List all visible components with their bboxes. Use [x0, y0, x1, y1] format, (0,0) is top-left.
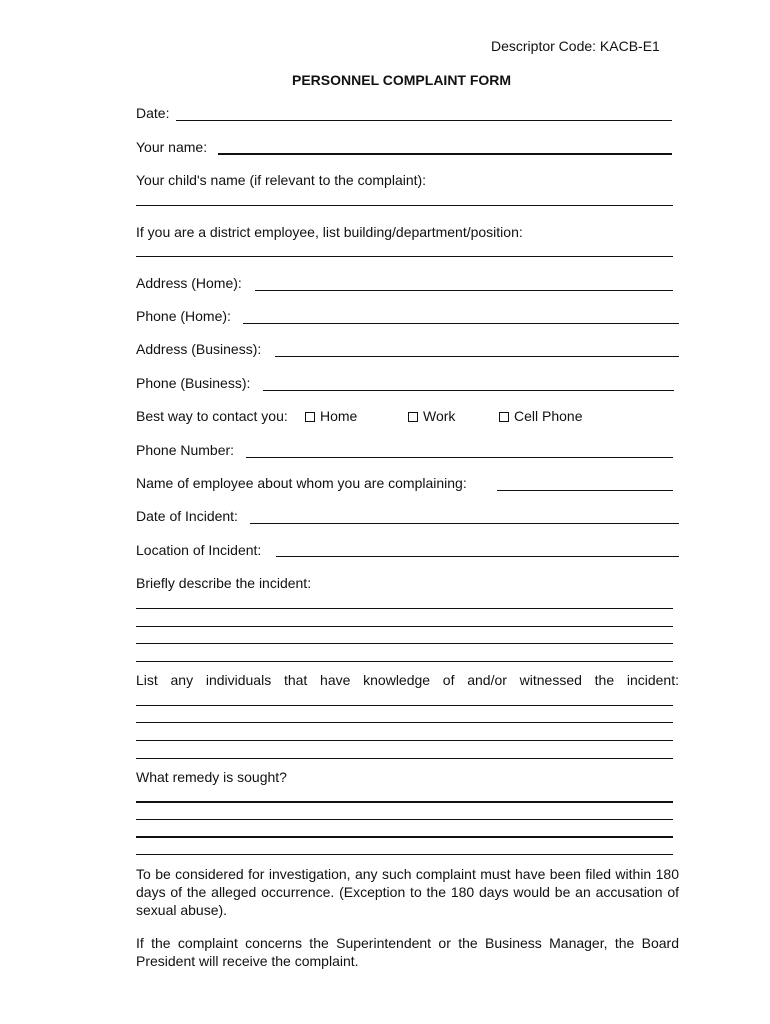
remedy-line-2[interactable]: [136, 819, 673, 820]
phone-number-line[interactable]: [246, 457, 673, 458]
phone-business-line[interactable]: [263, 390, 674, 391]
address-home-line[interactable]: [255, 290, 673, 291]
contact-option-home[interactable]: Home: [305, 408, 357, 424]
remedy-line-4[interactable]: [136, 854, 673, 855]
address-home-label: Address (Home):: [136, 275, 242, 291]
phone-home-label: Phone (Home):: [136, 308, 231, 324]
witness-line-4[interactable]: [136, 758, 673, 759]
best-way-label: Best way to contact you:: [136, 408, 288, 424]
checkbox-cell-phone[interactable]: [499, 412, 509, 422]
date-label: Date:: [136, 105, 170, 121]
contact-option-cell-phone[interactable]: Cell Phone: [499, 408, 583, 424]
date-incident-line[interactable]: [250, 523, 679, 524]
describe-line-1[interactable]: [136, 608, 673, 609]
district-employee-label: If you are a district employee, list building/department/position:: [136, 224, 523, 240]
describe-line-3[interactable]: [136, 643, 673, 644]
checkbox-work[interactable]: [408, 412, 418, 422]
checkbox-home[interactable]: [305, 412, 315, 422]
superintendent-note: If the complaint concerns the Superintendent or the Business Manager, the Board President will receive the complaint.: [136, 935, 679, 969]
remedy-line-1[interactable]: [136, 801, 673, 803]
address-business-line[interactable]: [275, 356, 679, 357]
your-name-label: Your name:: [136, 139, 208, 155]
remedy-label: What remedy is sought?: [136, 769, 287, 785]
district-employee-line[interactable]: [136, 256, 673, 257]
witness-line-2[interactable]: [136, 722, 673, 723]
phone-home-line[interactable]: [243, 323, 679, 324]
location-incident-label: Location of Incident:: [136, 542, 262, 558]
your-name-line[interactable]: [218, 153, 672, 155]
childs-name-label: Your child's name (if relevant to the complaint):: [136, 172, 427, 188]
witnesses-label: List any individuals that have knowledge of and/or witnessed the incident:: [136, 672, 679, 688]
describe-line-4[interactable]: [136, 661, 673, 662]
remedy-line-3[interactable]: [136, 836, 673, 838]
phone-business-label: Phone (Business):: [136, 375, 251, 391]
employee-name-label: Name of employee about whom you are complaining:: [136, 475, 467, 491]
childs-name-line[interactable]: [136, 205, 673, 206]
form-title: PERSONNEL COMPLAINT FORM: [292, 72, 512, 88]
date-incident-label: Date of Incident:: [136, 508, 238, 524]
describe-line-2[interactable]: [136, 626, 673, 627]
employee-name-line[interactable]: [497, 490, 673, 491]
investigation-note: To be considered for investigation, any such complaint must have been filed within 180 days of the alleged occurrence. (Exception to the 180 days would be an accusation of sexual abuse).: [136, 866, 679, 918]
witness-line-3[interactable]: [136, 740, 673, 741]
contact-option-work[interactable]: Work: [408, 408, 455, 424]
descriptor-code: Descriptor Code: KACB-E1: [491, 38, 660, 54]
phone-number-label: Phone Number:: [136, 442, 235, 458]
describe-incident-label: Briefly describe the incident:: [136, 575, 312, 591]
address-business-label: Address (Business):: [136, 341, 262, 357]
witness-line-1[interactable]: [136, 705, 673, 706]
date-line[interactable]: [176, 120, 672, 121]
location-incident-line[interactable]: [276, 556, 679, 557]
